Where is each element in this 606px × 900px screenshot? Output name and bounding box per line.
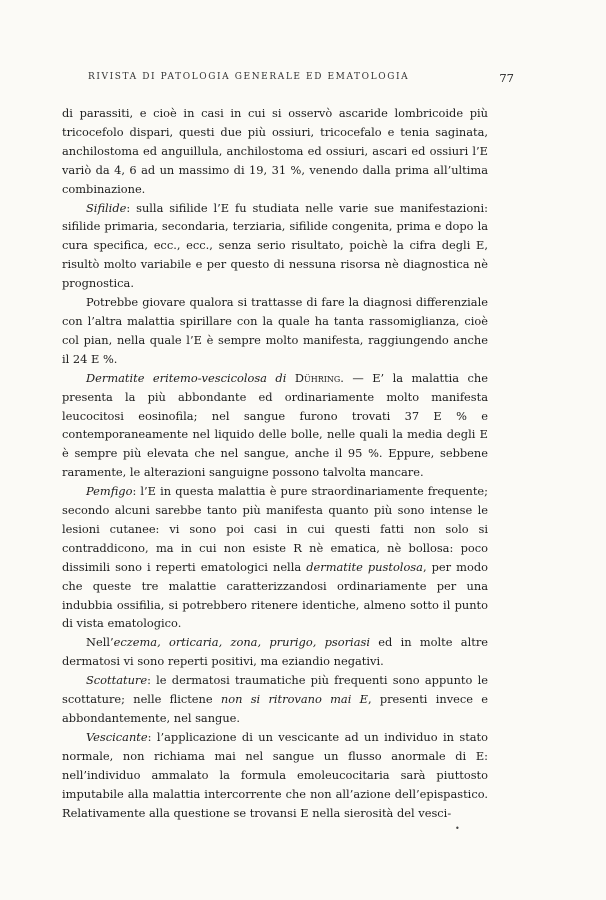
paragraph-pian: Potrebbe giovare qualora si trattasse di fare la diagnosi differenziale con l’altra malattia spirillare con la quale ha tanta rassomiglianza, cioè col pian, nella quale l’E è sempre molto manifesta, raggiungendo anche il 24 E %. [62,295,488,366]
running-header: RIVISTA DI PATOLOGIA GENERALE ED EMATOLOGIA [88,72,410,82]
paragraph-text: ed in molte altre dermatosi vi sono reperti positivi, ma eziandio negativi. [62,635,488,669]
body-text [62,104,488,822]
page-number: 77 [499,71,514,85]
italic-term: non si ritrovano mai E [220,692,368,707]
paragraph-continuation: di parassiti, e cioè in casi in cui si osservò ascaride lombricoide più tricocefolo dispari, questi due più ossiuri, tricocefalo e tenia saginata, anchilostoma ed anguillula, anchilostoma ed ossiuri, ascari ed ossiuri l’E variò da 4, 6 ad un massimo di 19, 31 %, venendo dalla prima all’ultima combinazione. [62,106,488,196]
paragraph-pemfigo [62,482,488,633]
print-mark: • [455,824,460,833]
paragraph-vescicante [62,728,488,823]
paragraph-sifilide [62,199,488,294]
paragraph-eczema [62,633,488,671]
paragraph-scottature [62,671,488,728]
paragraph-text: , presenti invece e abbondantemente, nel sangue. [62,692,488,725]
section-lead: Dermatite eritemo-vescicolosa di [86,370,287,385]
paragraph-text: : sulla sifilide l’E fu studiata nelle varie sue manifestazioni: sifilide primaria, secondaria, terziaria, sifilide congenita, prima e dopo la cura specifica, ecc., ecc., senza serio risultato, poichè la cifra degli E, risultò molto variabile e per questo di nessuna risorsa nè diagnostica nè prognostica. [62,200,488,291]
paragraph-dermatite [62,369,488,482]
section-lead: Scottature [86,673,148,688]
paragraph-text: , per modo che queste tre malattie caratterizzandosi ordinariamente per una indubbia ossifilia, si potrebbero ritenere identiche, almeno sotto il punto di vista ematologico. [62,559,488,631]
author-name: Dühring [294,370,341,385]
section-lead: Sifilide [86,200,127,215]
italic-term: eczema, orticaria, zona, prurigo, psoriasi [113,635,370,650]
paragraph-text: . — E’ la malattia che presenta la più abbondante ed ordinariamente molto manifesta leucocitosi eosinofila; nel sangue furono trovati 37 E % e contemporaneamente nel liquido delle bolle, nelle quali la media degli E è sempre più elevata che nel sangue, anche il 95 %. Eppure, sebbene raramente, le alterazioni sanguigne possono talvolta mancare. [62,370,489,480]
section-lead: Vescicante [86,729,148,744]
paragraph-text: : l’E in questa malattia è pure straordinariamente frequente; secondo alcuni sarebbe tanto più manifesta quanto più sono intense le lesioni cutanee: vi sono poi casi in cui questi fatti non solo si contraddicono, ma in cui non esiste R nè ematica, nè bollosa: poco dissimili sono i reperti ematologici nella [62,484,488,574]
paragraph-text: Nell’ [86,635,114,650]
italic-term: dermatite pustolosa [306,559,423,574]
paragraph-text: : l’applicazione di un vescicante ad un individuo in stato normale, non richiama mai nel sangue un flusso anormale di E: nell’individuo ammalato la formula emoleucocitaria sarà piuttosto imputabile alla malattia intercorrente che non all’azione dell’epispastico. Relativamente alla questione se trovansi E nella sierosità del vesci- [62,729,488,820]
section-lead: Pemfigo [86,484,133,499]
paragraph-text: : le dermatosi traumatiche più frequenti sono appunto le scottature; nelle flictene [62,673,488,707]
